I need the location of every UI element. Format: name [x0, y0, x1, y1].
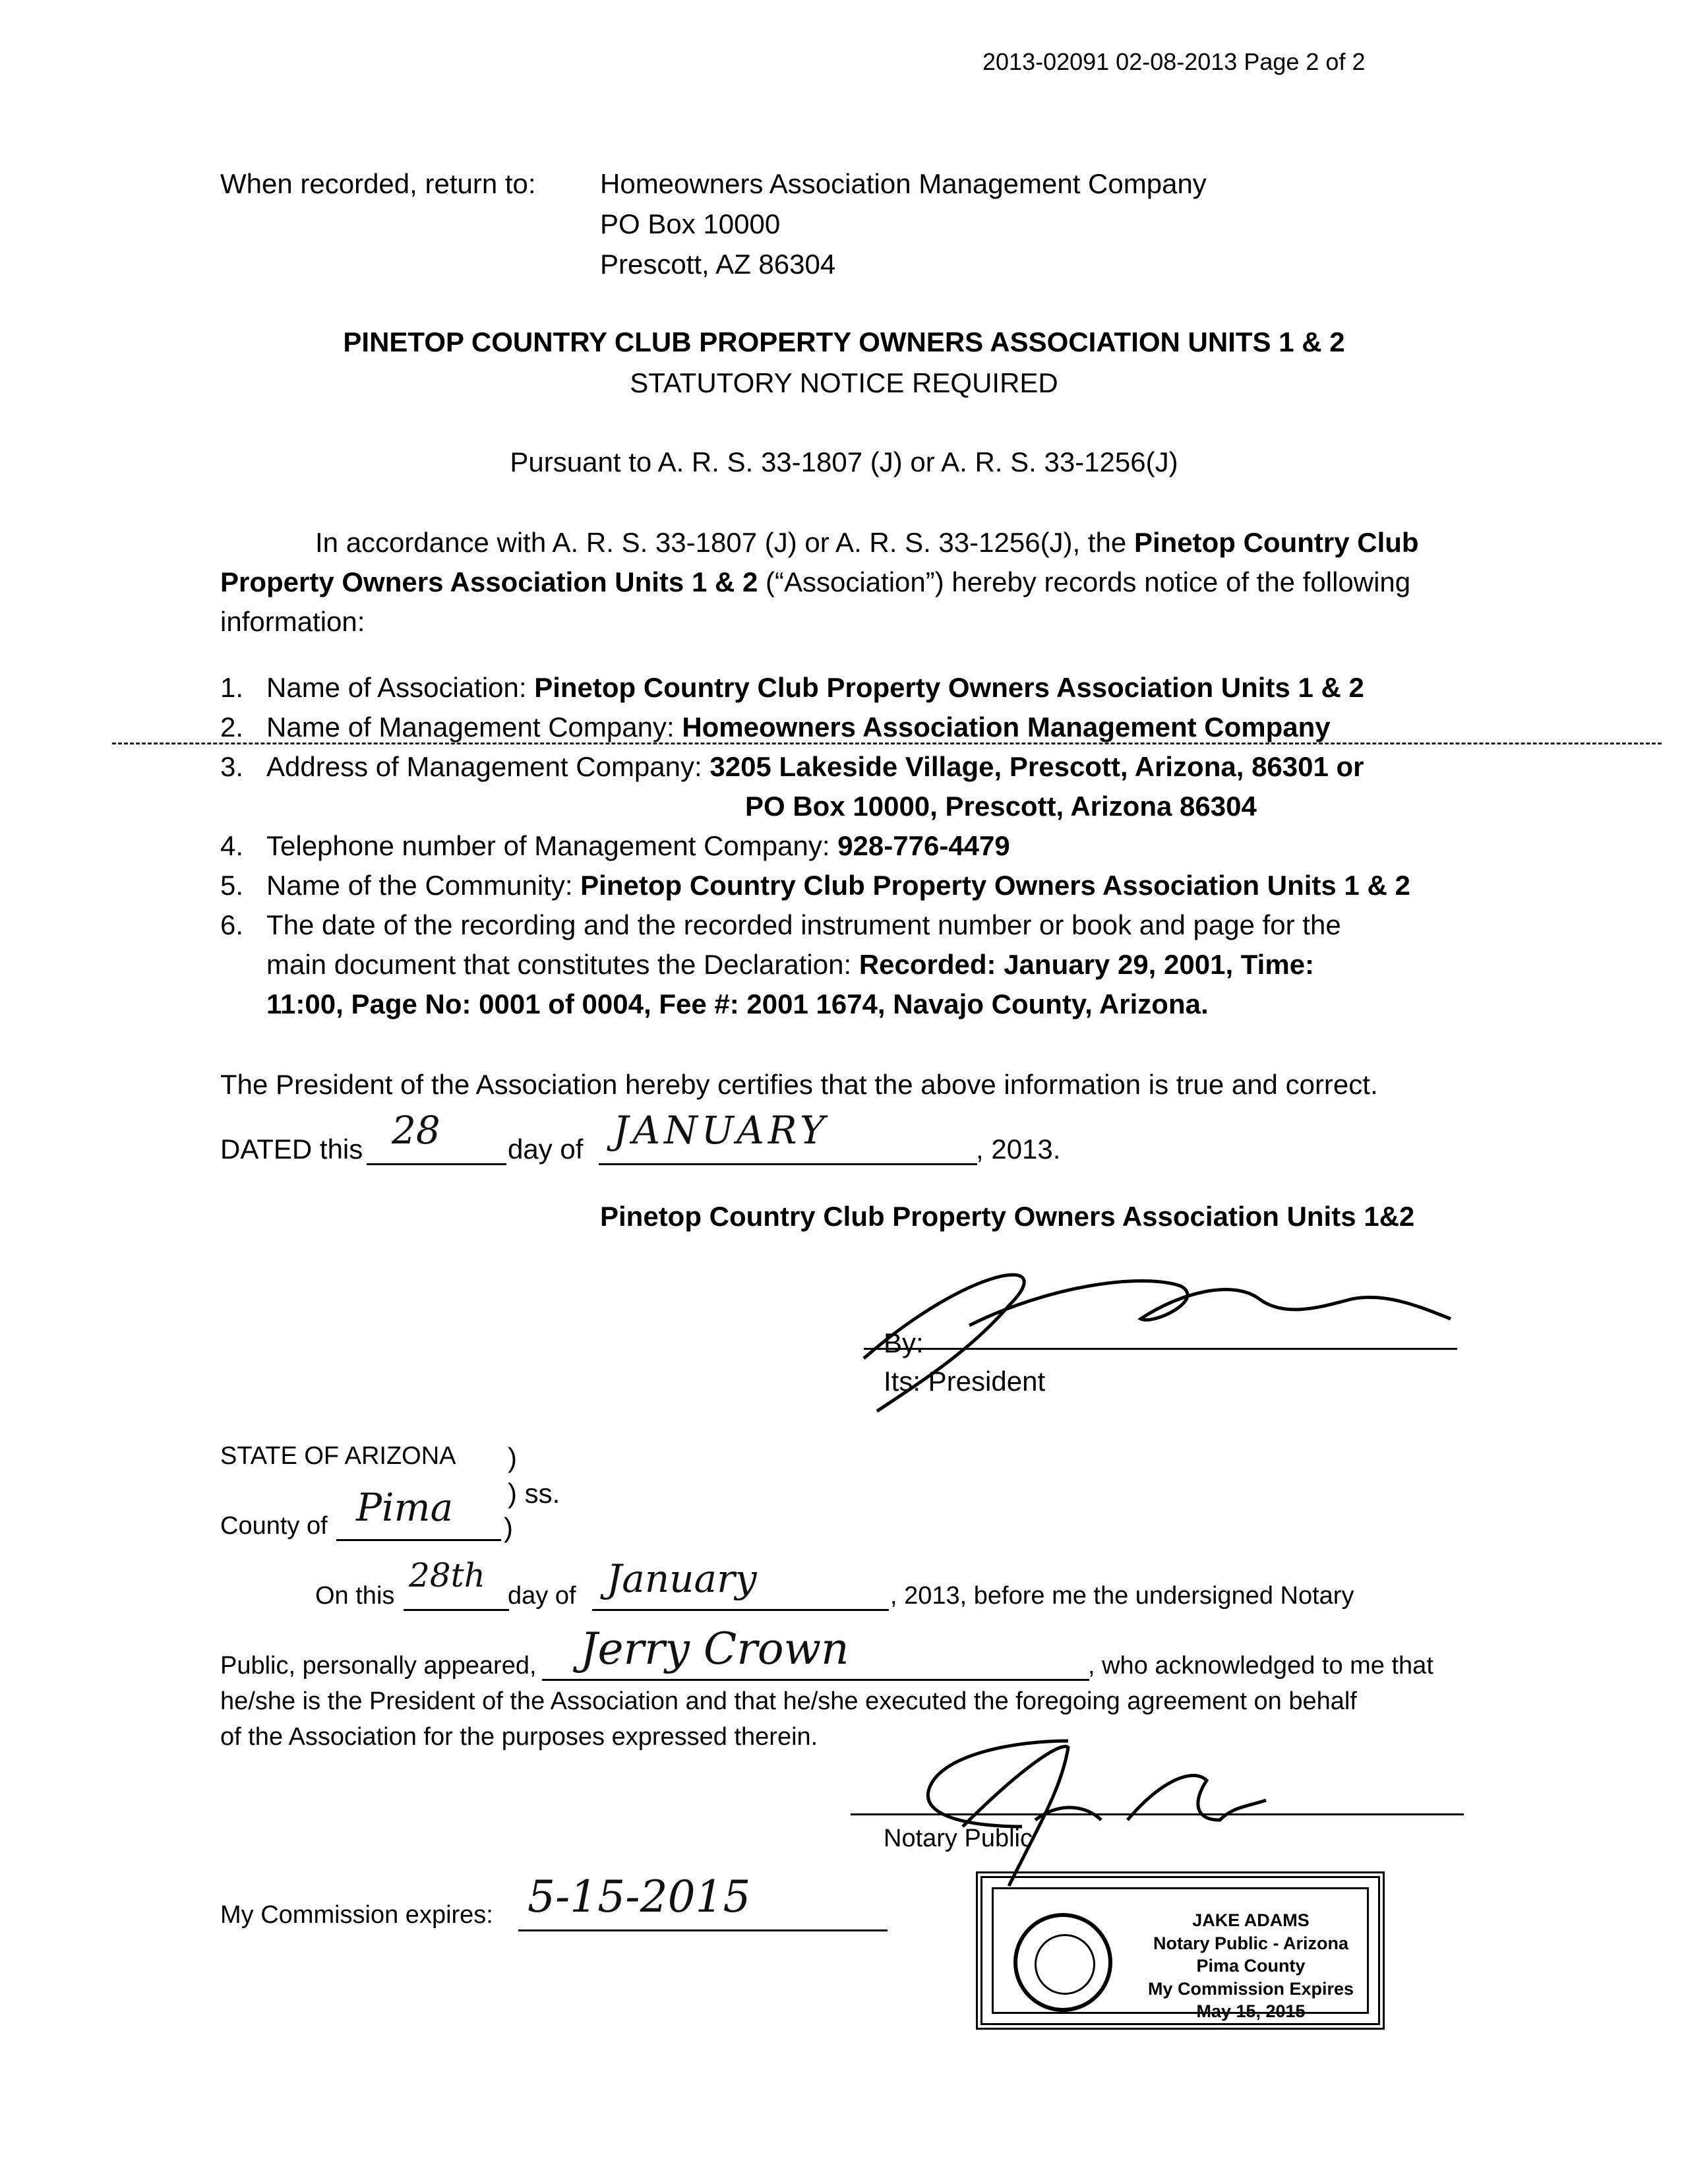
intro-text: (“Association”) hereby records notice of the following — [758, 566, 1411, 597]
signature-line — [864, 1348, 1457, 1350]
public-appeared-text: Public, personally appeared, — [220, 1652, 537, 1680]
handwritten-notary-day: 28th — [409, 1556, 485, 1594]
item-value: Homeowners Association Management Company — [682, 712, 1331, 743]
item-text-continued — [266, 948, 1314, 981]
handwritten-appeared-name: Jerry Crown — [580, 1623, 849, 1674]
pursuant-line: Pursuant to A. R. S. 33-1807 (J) or A. R. S. 33-1256(J) — [510, 446, 1178, 477]
month-blank-line — [599, 1163, 977, 1165]
certification-statement: The President of the Association hereby certifies that the above information is true and correct. — [220, 1069, 1378, 1100]
item-value: 928-776-4479 — [837, 830, 1010, 861]
item-value-continued: 11:00, Page No: 0001 of 0004, Fee #: 2001 1674, Navajo County, Arizona. — [266, 988, 1209, 1019]
on-this-label: On this — [315, 1582, 395, 1610]
recording-reference: 2013-02091 02-08-2013 Page 2 of 2 — [982, 48, 1366, 75]
stamp-county: Pima County — [1196, 1956, 1306, 1976]
intro-line-3: information: — [220, 606, 365, 637]
item-text: main document that constitutes the Declaration: — [266, 949, 859, 980]
list-item — [220, 711, 1331, 744]
stamp-expires-date: May 15, 2015 — [1196, 2001, 1306, 2022]
stamp-text — [1132, 1909, 1370, 2023]
handwritten-day: 28 — [392, 1108, 440, 1153]
state-label: STATE OF ARIZONA — [220, 1442, 456, 1470]
handwritten-month: JANUARY — [613, 1108, 829, 1153]
handwritten-commission-date: 5-15-2015 — [528, 1871, 751, 1922]
item-text: The date of the recording and the recorded instrument number or book and page for the — [266, 909, 1341, 940]
acknowledged-text: , who acknowledged to me that — [1088, 1652, 1433, 1680]
venue-ss: ) ss. — [508, 1478, 560, 1509]
signing-organization: Pinetop Country Club Property Owners Association Units 1&2 — [600, 1201, 1415, 1232]
scan-artifact-line — [112, 743, 1662, 744]
stamp-inner-border — [992, 1887, 1369, 2022]
stamp-name: JAKE ADAMS — [1192, 1910, 1310, 1930]
intro-association-name-cont: Property Owners Association Units 1 & 2 — [220, 566, 758, 597]
stamp-expires-label: My Commission Expires — [1147, 1978, 1354, 1999]
list-item — [220, 909, 1341, 942]
acknowledgment-line-3: of the Association for the purposes expressed therein. — [220, 1723, 818, 1751]
list-item — [220, 830, 1010, 863]
return-to-line-2: PO Box 10000 — [600, 208, 781, 239]
commission-label: My Commission expires: — [220, 1901, 493, 1929]
item-label: Telephone number of Management Company: — [266, 830, 838, 861]
item-number: 1. — [220, 672, 244, 703]
return-to-line-1: Homeowners Association Management Company — [600, 168, 1207, 199]
county-blank-line — [336, 1539, 501, 1541]
acknowledgment-line-2: he/she is the President of the Association and that he/she executed the foregoing agreement on behalf — [220, 1687, 1357, 1715]
notary-month-blank-line — [592, 1609, 889, 1611]
document-title: PINETOP COUNTRY CLUB PROPERTY OWNERS ASSOCIATION UNITS 1 & 2 — [343, 326, 1345, 357]
item-value: Recorded: January 29, 2001, Time: — [859, 949, 1315, 980]
venue-paren-1: ) — [508, 1442, 517, 1473]
notary-stamp — [976, 1871, 1385, 2030]
notary-signature-line — [851, 1813, 1464, 1815]
item-value: 3205 Lakeside Village, Prescott, Arizona, 86301 or — [709, 751, 1364, 782]
item-label: Name of the Community: — [266, 870, 581, 901]
item-number: 6. — [220, 909, 244, 940]
return-to-line-3: Prescott, AZ 86304 — [600, 249, 836, 280]
return-to-label: When recorded, return to: — [220, 168, 536, 199]
document-subtitle: STATUTORY NOTICE REQUIRED — [630, 367, 1058, 398]
venue-paren-3: ) — [504, 1512, 513, 1543]
item-number: 3. — [220, 751, 244, 782]
by-label: By: — [884, 1327, 924, 1358]
its-label: Its: President — [884, 1366, 1046, 1397]
county-label: County of — [220, 1512, 328, 1540]
appeared-name-blank-line — [542, 1679, 1089, 1681]
notary-public-label: Notary Public — [884, 1825, 1033, 1852]
arizona-seal-icon — [1013, 1913, 1112, 2012]
intro-text: In accordance with A. R. S. 33-1807 (J) or A. R. S. 33-1256(J), the — [315, 527, 1134, 558]
commission-blank-line — [518, 1929, 888, 1931]
list-item — [220, 869, 1410, 902]
item-value: Pinetop Country Club Property Owners Association Units 1 & 2 — [534, 672, 1364, 703]
day-of-label: day of — [508, 1582, 576, 1610]
list-item — [220, 671, 1364, 704]
intro-association-name: Pinetop Country Club — [1133, 527, 1419, 558]
before-me-text: , 2013, before me the undersigned Notary — [890, 1582, 1354, 1610]
dated-mid: day of — [508, 1134, 584, 1165]
stamp-title: Notary Public - Arizona — [1153, 1933, 1349, 1953]
handwritten-county: Pima — [356, 1485, 454, 1530]
item-value-continued: PO Box 10000, Prescott, Arizona 86304 — [745, 791, 1257, 822]
item-value: Pinetop Country Club Property Owners Association Units 1 & 2 — [580, 870, 1410, 901]
dated-prefix: DATED this — [220, 1134, 363, 1165]
item-number: 2. — [220, 712, 244, 743]
dated-suffix: , 2013. — [976, 1134, 1061, 1165]
notary-day-blank-line — [404, 1609, 509, 1611]
list-item — [220, 750, 1364, 783]
day-blank-line — [367, 1163, 506, 1165]
item-label: Name of Association: — [266, 672, 535, 703]
item-label: Name of Management Company: — [266, 712, 682, 743]
item-number: 5. — [220, 870, 244, 901]
intro-line-2 — [220, 566, 1410, 599]
item-label: Address of Management Company: — [266, 751, 710, 782]
item-number: 4. — [220, 830, 244, 861]
intro-line-1 — [315, 526, 1419, 559]
handwritten-notary-month: January — [607, 1556, 757, 1601]
